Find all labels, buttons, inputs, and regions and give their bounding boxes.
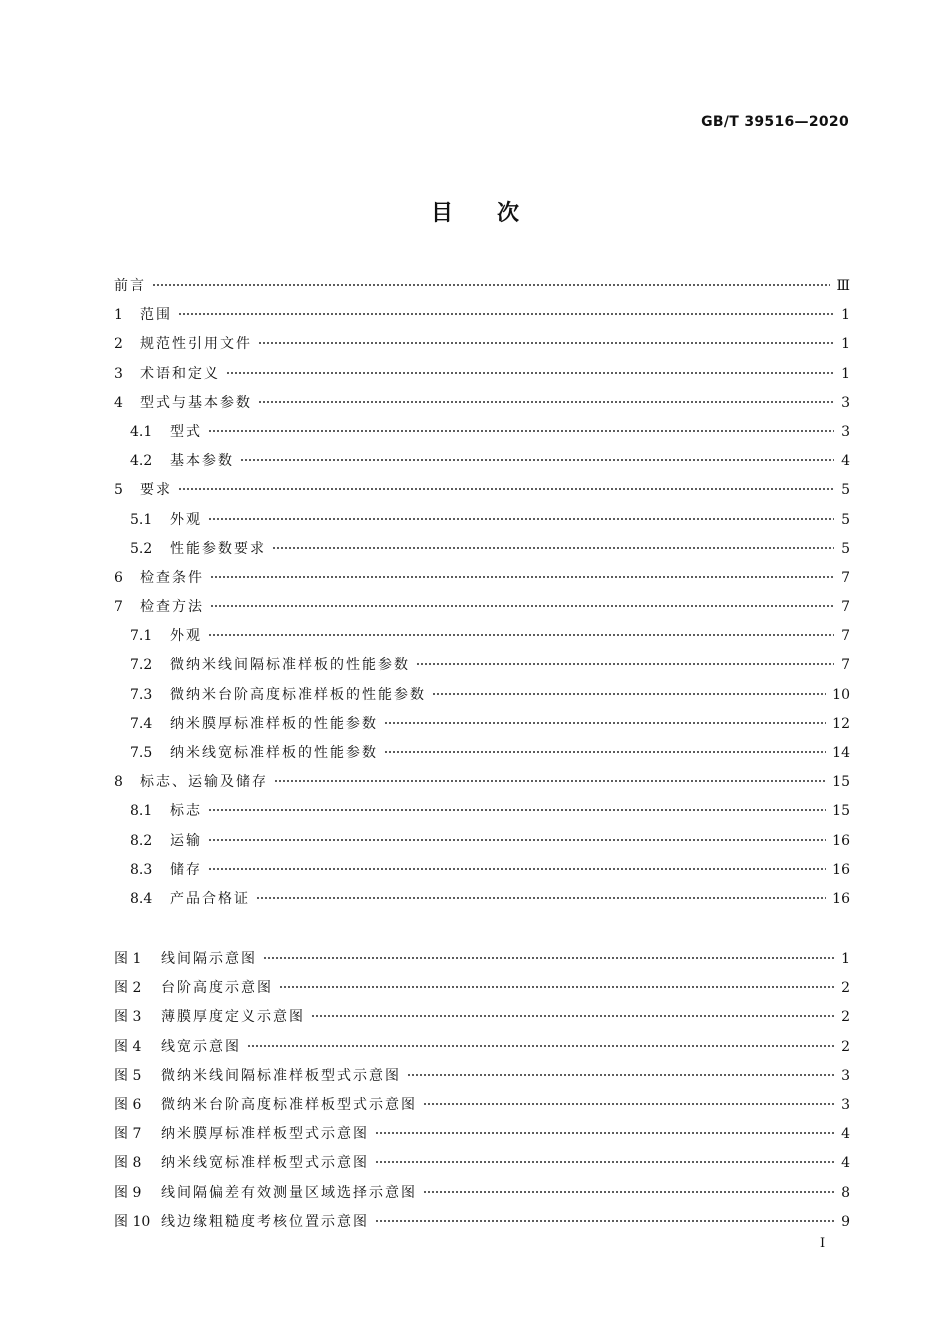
dot-leader xyxy=(208,839,826,841)
entry-number: 1 xyxy=(114,307,123,324)
entry-number: 6 xyxy=(114,569,123,586)
toc-entry[interactable] xyxy=(114,1033,850,1062)
entry-label: 范围 xyxy=(140,307,172,324)
entry-page: 16 xyxy=(832,861,850,878)
entry-label: 线间隔示意图 xyxy=(161,951,257,967)
entry-label: 纳米膜厚标准样板型式示意图 xyxy=(161,1126,369,1143)
entry-number: 图 7 xyxy=(114,1126,142,1143)
entry-number: 7.3 xyxy=(130,686,153,703)
entry-number: 图 1 xyxy=(114,951,142,967)
toc-entry[interactable] xyxy=(114,506,850,535)
toc-entry[interactable] xyxy=(114,564,850,593)
entry-page: 7 xyxy=(841,569,850,586)
entry-label: 标志 xyxy=(170,803,202,820)
dot-leader xyxy=(256,897,826,899)
dot-leader xyxy=(208,868,826,870)
entry-page: 14 xyxy=(832,745,850,761)
dot-leader xyxy=(384,722,826,724)
entry-label: 规范性引用文件 xyxy=(140,336,252,353)
entry-label: 性能参数要求 xyxy=(170,540,266,557)
entry-label: 储存 xyxy=(170,861,202,878)
entry-label: 检查方法 xyxy=(140,599,204,616)
entry-label: 型式与基本参数 xyxy=(140,394,252,411)
entry-label: 微纳米台阶高度标准样板的性能参数 xyxy=(170,686,426,703)
entry-number: 8 xyxy=(114,774,123,791)
entry-page: 2 xyxy=(841,1009,850,1026)
dot-leader xyxy=(208,809,826,811)
dot-leader xyxy=(279,986,834,988)
entry-number: 图 10 xyxy=(114,1213,151,1230)
entry-label: 微纳米线间隔标准样板型式示意图 xyxy=(161,1067,401,1084)
dot-leader xyxy=(274,780,826,782)
toc-entry[interactable] xyxy=(114,447,850,476)
entry-page: 3 xyxy=(841,394,850,411)
entry-page: 16 xyxy=(832,832,850,849)
dot-leader xyxy=(210,605,834,607)
entry-label: 微纳米台阶高度标准样板型式示意图 xyxy=(161,1096,417,1113)
dot-leader xyxy=(375,1161,834,1163)
entry-page: 2 xyxy=(841,1038,850,1055)
toc-entry[interactable] xyxy=(114,1208,850,1237)
toc-entry[interactable] xyxy=(114,797,850,826)
entry-page: Ⅲ xyxy=(836,278,850,294)
entry-page: 12 xyxy=(832,715,850,732)
entry-number: 7.5 xyxy=(130,745,153,761)
entry-label: 术语和定义 xyxy=(140,365,220,382)
entry-number: 7 xyxy=(114,599,123,616)
entry-label: 运输 xyxy=(170,832,202,849)
dot-leader xyxy=(423,1191,834,1193)
toc-entry[interactable] xyxy=(114,1003,850,1032)
toc-entry[interactable] xyxy=(114,330,850,359)
entry-number: 4.2 xyxy=(130,453,153,470)
toc-entry[interactable] xyxy=(114,389,850,418)
dot-leader xyxy=(423,1103,834,1105)
toc-entry[interactable] xyxy=(114,476,850,505)
entry-label: 型式 xyxy=(170,423,202,440)
entry-page: 3 xyxy=(841,1096,850,1113)
toc-entry[interactable] xyxy=(114,535,850,564)
dot-leader xyxy=(432,693,826,695)
toc-entry[interactable] xyxy=(114,1120,850,1149)
toc-entry[interactable] xyxy=(114,360,850,389)
entry-page: 7 xyxy=(841,657,850,674)
entry-number: 7.2 xyxy=(130,657,153,674)
dot-leader xyxy=(240,459,834,461)
dot-leader xyxy=(407,1074,834,1076)
dot-leader xyxy=(311,1015,834,1017)
toc-entry[interactable] xyxy=(114,651,850,680)
entry-page: 1 xyxy=(841,336,850,353)
entry-number: 2 xyxy=(114,336,123,353)
entry-page: 9 xyxy=(841,1213,850,1230)
dot-leader xyxy=(375,1132,834,1134)
entry-page: 1 xyxy=(841,951,850,967)
dot-leader xyxy=(208,430,834,432)
dot-leader xyxy=(258,342,834,344)
entry-number: 图 2 xyxy=(114,980,142,997)
dot-leader xyxy=(178,313,834,315)
entry-page: 7 xyxy=(841,628,850,645)
entry-number: 图 8 xyxy=(114,1155,142,1172)
entry-page: 4 xyxy=(841,1155,850,1172)
entry-page: 7 xyxy=(841,599,850,616)
page-number: I xyxy=(820,1236,826,1251)
entry-page: 15 xyxy=(832,803,850,820)
entry-number: 图 6 xyxy=(114,1096,142,1113)
entry-label: 要求 xyxy=(140,482,172,499)
toc-entry[interactable] xyxy=(114,301,850,330)
entry-page: 5 xyxy=(841,540,850,557)
toc-entry[interactable] xyxy=(114,1179,850,1208)
entry-number: 8.2 xyxy=(130,832,153,849)
dot-leader xyxy=(208,634,834,636)
entry-number: 5.1 xyxy=(130,511,153,528)
entry-number: 8.1 xyxy=(130,803,153,820)
entry-page: 4 xyxy=(841,1126,850,1143)
standard-code: GB/T 39516—2020 xyxy=(701,114,849,130)
dot-leader xyxy=(272,547,834,549)
entry-label: 前言 xyxy=(114,278,146,294)
entry-page: 15 xyxy=(832,774,850,791)
entry-label: 外观 xyxy=(170,511,202,528)
entry-page: 5 xyxy=(841,511,850,528)
entry-label: 线间隔偏差有效测量区域选择示意图 xyxy=(161,1184,417,1201)
entry-number: 5.2 xyxy=(130,540,153,557)
entry-label: 产品合格证 xyxy=(170,890,250,907)
entry-page: 5 xyxy=(841,482,850,499)
toc-entry[interactable] xyxy=(114,974,850,1003)
entry-label: 基本参数 xyxy=(170,453,234,470)
toc-entry[interactable] xyxy=(114,885,850,914)
dot-leader xyxy=(226,372,834,374)
entry-page: 3 xyxy=(841,423,850,440)
entry-label: 线宽示意图 xyxy=(161,1038,241,1055)
entry-page: 10 xyxy=(832,686,850,703)
entry-number: 7.1 xyxy=(130,628,153,645)
entry-label: 线边缘粗糙度考核位置示意图 xyxy=(161,1213,369,1230)
toc-entry[interactable] xyxy=(114,827,850,856)
dot-leader xyxy=(416,663,834,665)
entry-page: 1 xyxy=(841,307,850,324)
entry-number: 图 3 xyxy=(114,1009,142,1026)
entry-label: 纳米膜厚标准样板的性能参数 xyxy=(170,715,378,732)
entry-label: 薄膜厚度定义示意图 xyxy=(161,1009,305,1026)
toc-entry[interactable] xyxy=(114,681,850,710)
dot-leader xyxy=(247,1045,834,1047)
dot-leader xyxy=(258,401,834,403)
entry-number: 8.4 xyxy=(130,890,153,907)
figure-list xyxy=(114,945,850,1237)
toc-entry[interactable] xyxy=(114,418,850,447)
entry-number: 图 4 xyxy=(114,1038,142,1055)
toc-entry[interactable] xyxy=(114,272,850,301)
dot-leader xyxy=(375,1220,834,1222)
toc-entry[interactable] xyxy=(114,1062,850,1091)
entry-page: 2 xyxy=(841,980,850,997)
toc-entry[interactable] xyxy=(114,1149,850,1178)
entry-number: 图 9 xyxy=(114,1184,142,1201)
entry-label: 微纳米线间隔标准样板的性能参数 xyxy=(170,657,410,674)
page-title: 目 次 xyxy=(430,201,519,226)
entry-number: 4 xyxy=(114,394,123,411)
dot-leader xyxy=(178,488,834,490)
entry-label: 标志、运输及储存 xyxy=(140,774,268,791)
entry-number: 7.4 xyxy=(130,715,153,732)
entry-page: 8 xyxy=(841,1184,850,1201)
entry-number: 8.3 xyxy=(130,861,153,878)
toc-entry[interactable] xyxy=(114,593,850,622)
toc-entry[interactable] xyxy=(114,945,850,974)
toc-entry[interactable] xyxy=(114,768,850,797)
toc-entry[interactable] xyxy=(114,710,850,739)
entry-number: 3 xyxy=(114,365,123,382)
dot-leader xyxy=(263,957,834,959)
entry-number: 图 5 xyxy=(114,1067,142,1084)
entry-page: 3 xyxy=(841,1067,850,1084)
toc-entry[interactable] xyxy=(114,1091,850,1120)
dot-leader xyxy=(384,751,826,753)
entry-label: 外观 xyxy=(170,628,202,645)
entry-number: 5 xyxy=(114,482,123,499)
entry-page: 1 xyxy=(841,365,850,382)
toc-entry[interactable] xyxy=(114,856,850,885)
table-of-contents xyxy=(114,272,850,914)
entry-label: 纳米线宽标准样板的性能参数 xyxy=(170,745,378,761)
entry-page: 16 xyxy=(832,890,850,907)
entry-page: 4 xyxy=(841,453,850,470)
entry-label: 检查条件 xyxy=(140,569,204,586)
dot-leader xyxy=(210,576,834,578)
entry-number: 4.1 xyxy=(130,423,153,440)
dot-leader xyxy=(208,518,834,520)
dot-leader xyxy=(152,284,830,286)
entry-label: 台阶高度示意图 xyxy=(161,980,273,997)
toc-entry[interactable] xyxy=(114,622,850,651)
toc-entry[interactable] xyxy=(114,739,850,768)
entry-label: 纳米线宽标准样板型式示意图 xyxy=(161,1155,369,1172)
